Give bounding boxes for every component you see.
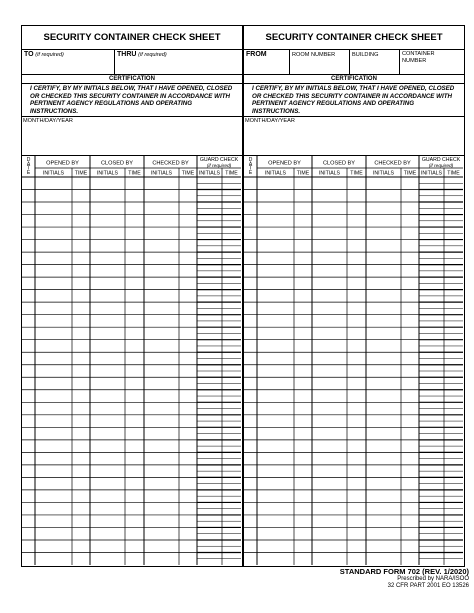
room-number-field[interactable] (290, 50, 350, 74)
guard-check-label: GUARD CHECK (421, 157, 461, 163)
date-letter: A (248, 161, 253, 168)
date-letter: T (248, 165, 253, 172)
month-day-year-label: MONTH/DAY/YEAR (23, 118, 73, 124)
sheet-title: SECURITY CONTAINER CHECK SHEET (244, 26, 464, 50)
cfr-reference: 32 CFR PART 2001 EO 13526 (387, 583, 469, 589)
initials-label: INITIALS (198, 170, 221, 177)
month-day-year-field[interactable] (244, 116, 464, 156)
building-label: BUILDING (352, 52, 379, 58)
number-label: NUMBER (402, 58, 427, 64)
time-label: TIME (74, 170, 88, 177)
initials-label: INITIALS (318, 170, 341, 177)
initials-label: INITIALS (42, 170, 65, 177)
container-label: CONTAINER (402, 51, 435, 57)
month-day-year-label: MONTH/DAY/YEAR (245, 118, 295, 124)
to-label: TO (24, 51, 34, 58)
form-number: STANDARD FORM 702 (REV. 1/2020) (339, 567, 469, 576)
initials-label: INITIALS (96, 170, 119, 177)
thru-note: (if required) (138, 52, 167, 58)
initials-label: INITIALS (264, 170, 287, 177)
location-header (244, 50, 464, 75)
right-check-sheet (243, 25, 465, 567)
from-field[interactable] (244, 50, 290, 74)
month-day-year-field[interactable] (22, 116, 242, 156)
initials-label: INITIALS (150, 170, 173, 177)
column-group-label: CHECKED BY (374, 160, 411, 167)
initials-label: INITIALS (420, 170, 443, 177)
initials-label: INITIALS (372, 170, 395, 177)
time-label: TIME (296, 170, 310, 177)
column-group-label: OPENED BY (46, 160, 79, 167)
sheet-title: SECURITY CONTAINER CHECK SHEET (22, 26, 242, 50)
date-letter: D (26, 157, 31, 163)
to-note: (if required) (35, 52, 64, 58)
routing-header (22, 50, 242, 75)
guard-check-label: GUARD CHECK (199, 157, 239, 163)
thru-field[interactable] (115, 50, 242, 74)
date-letter: E (26, 169, 31, 176)
time-label: TIME (181, 170, 195, 177)
column-group-label: CLOSED BY (100, 160, 134, 167)
certification-text: I CERTIFY, BY MY INITIALS BELOW, THAT I HAVE OPENED, CLOSED OR CHECKED THIS SECURITY CONTAINER IN ACCORDANCE WITH PERTINENT AGENCY REGULATIONS AND OPERATING INSTRUCTIONS. (252, 85, 455, 115)
thru-label: THRU (117, 51, 137, 58)
column-group-label: OPENED BY (268, 160, 301, 167)
certification-title: CERTIFICATION (244, 75, 464, 84)
left-check-sheet (21, 25, 243, 567)
building-field[interactable] (350, 50, 400, 74)
column-group-label: CLOSED BY (322, 160, 356, 167)
form-footer (340, 567, 469, 590)
time-label: TIME (447, 170, 460, 177)
guard-check-note: (if required) (428, 164, 454, 169)
date-letter: E (248, 169, 253, 176)
date-letter: D (248, 157, 253, 163)
time-label: TIME (350, 170, 363, 177)
time-label: TIME (225, 170, 238, 177)
time-label: TIME (128, 170, 141, 177)
guard-check-note: (if required) (206, 164, 232, 169)
container-number-field[interactable] (400, 50, 464, 74)
to-field[interactable] (22, 50, 115, 74)
column-group-label: CHECKED BY (152, 160, 189, 167)
date-letter: T (26, 165, 31, 172)
certification-title: CERTIFICATION (22, 75, 242, 84)
certification-text: I CERTIFY, BY MY INITIALS BELOW, THAT I HAVE OPENED, CLOSED OR CHECKED THIS SECURITY CONTAINER IN ACCORDANCE WITH PERTINENT AGENCY REGULATIONS AND OPERATING INSTRUCTIONS. (30, 85, 233, 115)
room-number-label: ROOM NUMBER (292, 52, 336, 58)
time-label: TIME (403, 170, 417, 177)
check-grid[interactable] (22, 156, 241, 565)
check-grid[interactable] (244, 156, 463, 565)
from-label: FROM (246, 51, 267, 58)
prescribed-by: Prescribed by NARA/ISOO (397, 576, 469, 582)
date-letter: A (26, 161, 31, 168)
